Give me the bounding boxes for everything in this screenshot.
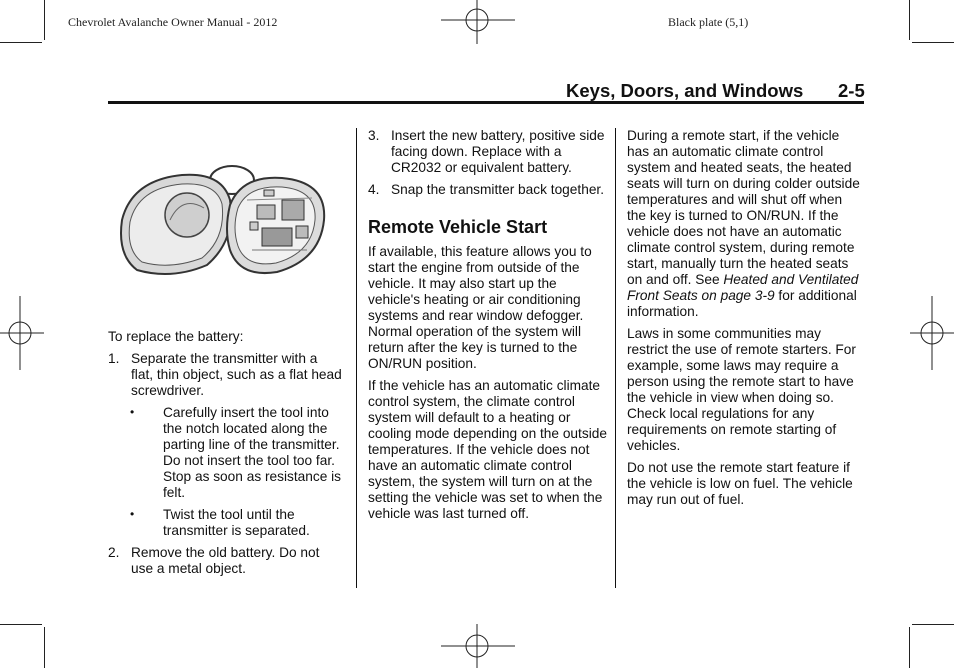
heated-seats-text: During a remote start, if the vehicle has an automatic climate control system and heated seats, the heated seats will turn on during colder outside temperatures and will shut off when the key is turned to ON/RUN. If the vehicle does not have an automatic climate control system, during remote start, manually turn the heated seats on and off. See [627,128,860,287]
bullet-1-marker: • [130,405,135,419]
column-2 [368,128,608,528]
registration-mark-right [910,296,954,370]
low-fuel-paragraph: Do not use the remote start feature if the vehicle is low on fuel. The vehicle may run out of fuel. [627,460,853,507]
key-fob-illustration [112,160,342,285]
remote-start-paragraph-1: If available, this feature allows you to start the engine from outside of the vehicle. It may also start up the vehicle's heating or air conditioning systems and rear window defogger. Normal operation of the system will return after the key is turned to the ON/RUN position. [368,244,592,371]
bullet-1 [108,405,342,501]
step-1 [108,351,342,399]
crop-mark-bottom-left-h [0,624,42,625]
crop-mark-top-right-v [909,0,910,40]
step-3 [368,128,608,176]
column-divider-2 [615,128,616,588]
column-3 [627,128,864,514]
crop-mark-top-right-h [912,42,954,43]
crop-mark-bottom-right-h [912,624,954,625]
step-4-number: 4. [368,182,380,197]
registration-mark-bottom [441,624,515,668]
step-4 [368,182,608,198]
section-title: Keys, Doors, and Windows [566,80,804,101]
heated-seats-text-end: for additional information. [627,288,857,319]
step-1-number: 1. [108,351,120,366]
page-number: 2-5 [838,80,865,101]
header-rule [108,101,864,104]
heated-seats-paragraph [627,128,864,320]
battery-intro: To replace the battery: [108,329,244,344]
crop-mark-bottom-left-v [44,627,45,668]
step-4-text: Snap the transmitter back together. [391,182,605,197]
crop-mark-top-left-h [0,42,42,43]
step-3-text: Insert the new battery, positive side facing down. Replace with a CR2032 or equivalent battery. [391,128,605,175]
registration-mark-left [0,296,44,370]
column-divider-1 [356,128,357,588]
bullet-1-text: Carefully insert the tool into the notch located along the parting line of the transmitter. Do not insert the tool too far. Stop as soon as resistance is felt. [163,405,342,500]
bullet-2-marker: • [130,507,135,521]
crop-mark-bottom-right-v [909,627,910,668]
column-1 [108,329,342,583]
laws-paragraph: Laws in some communities may restrict the use of remote starters. For example, some laws may require a person using the remote start to have the vehicle in view when doing so. Check local regulations for any requirements on remote starting of vehicles. [627,326,856,453]
step-3-number: 3. [368,128,380,143]
remote-start-heading: Remote Vehicle Start [368,217,548,237]
manual-title: Chevrolet Avalanche Owner Manual - 2012 [68,15,278,29]
step-2-text: Remove the old battery. Do not use a metal object. [131,545,320,576]
bullet-2-text: Twist the tool until the transmitter is separated. [163,507,310,538]
step-1-text: Separate the transmitter with a flat, thin object, such as a flat head screwdriver. [131,351,342,398]
crop-mark-top-left-v [44,0,45,40]
registration-mark-top [441,0,515,44]
remote-start-paragraph-2: If the vehicle has an automatic climate control system, the climate control system will default to a heating or cooling mode depending on the outside temperatures. If the vehicle does not have an automatic climate control system, the system will turn on at the setting the vehicle was set to when the vehicle was last turned off. [368,378,607,521]
plate-label: Black plate (5,1) [668,15,749,29]
bullet-2 [108,507,342,539]
step-2 [108,545,342,577]
step-2-number: 2. [108,545,120,560]
heated-seats-reference-link[interactable]: Heated and Ventilated Front Seats on page 3-9 [627,272,859,303]
